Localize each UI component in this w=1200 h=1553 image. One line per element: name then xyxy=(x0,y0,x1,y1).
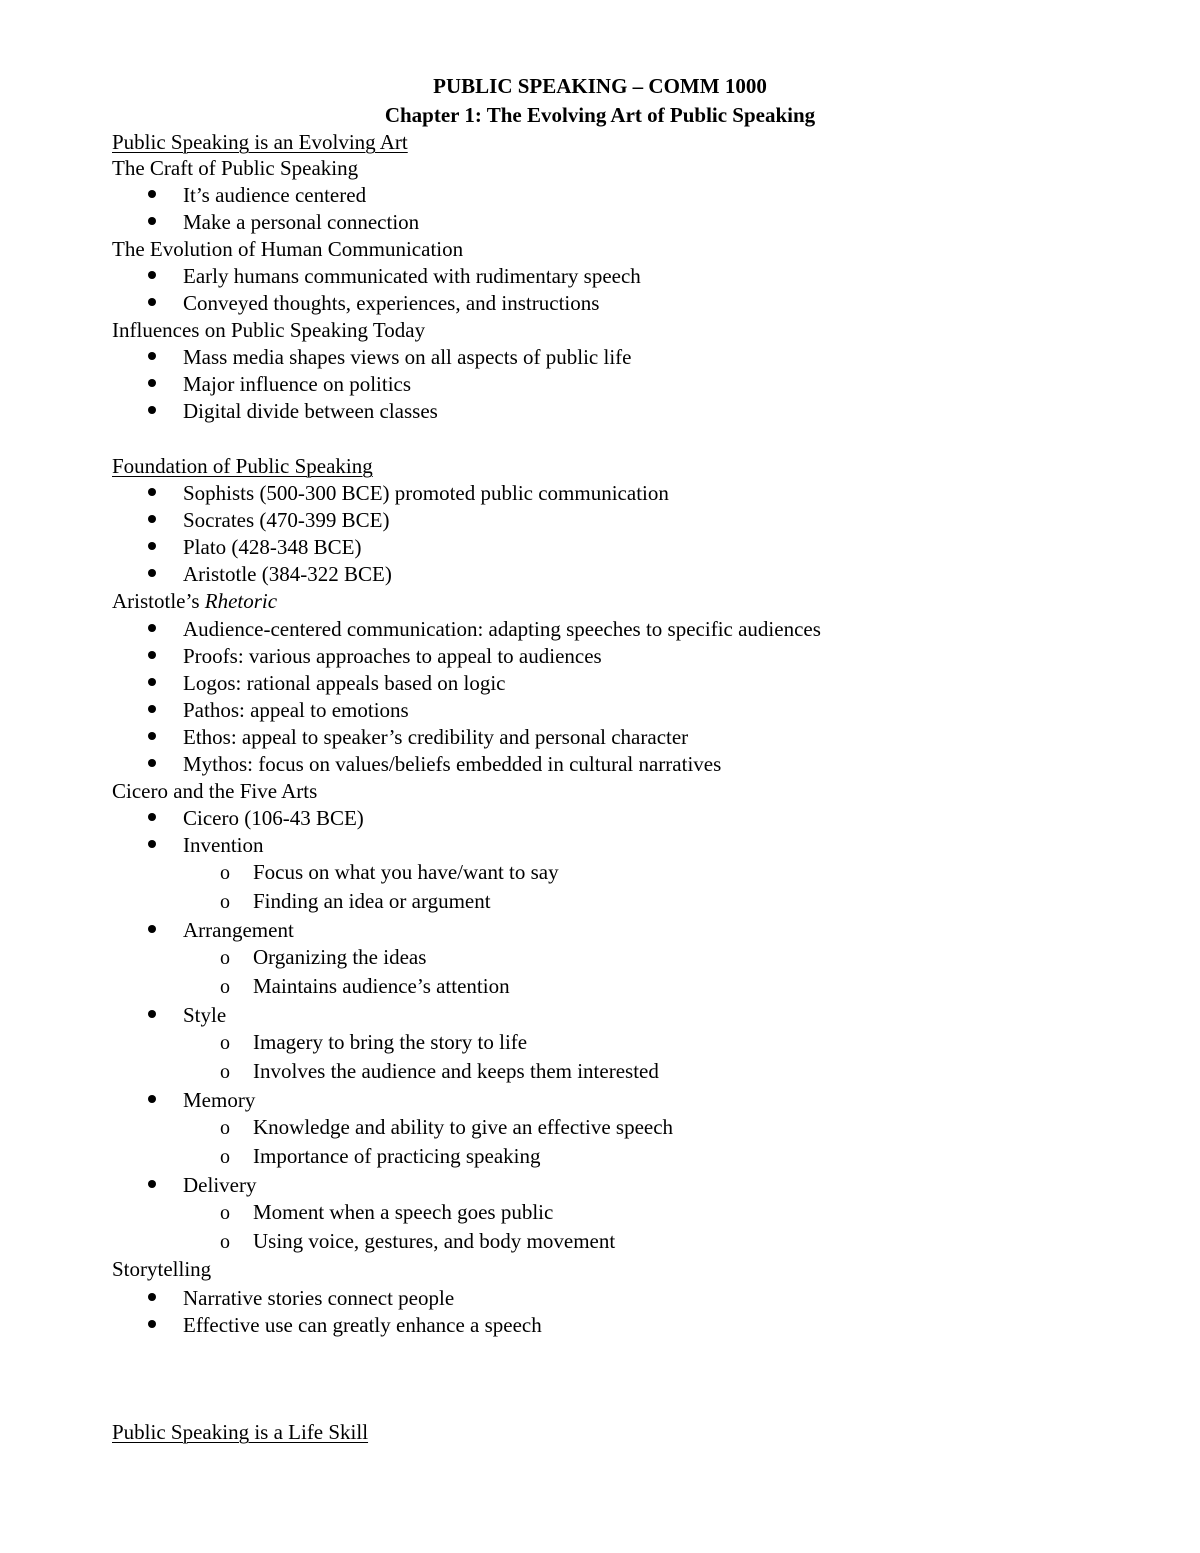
list-item: Cicero (106-43 BCE) xyxy=(183,806,364,830)
bullet-icon xyxy=(148,406,156,414)
list-item: It’s audience centered xyxy=(183,183,367,207)
heading-craft: The Craft of Public Speaking xyxy=(112,156,359,180)
bullet-icon xyxy=(148,1010,156,1018)
bullet-icon xyxy=(148,759,156,767)
list-item: Mass media shapes views on all aspects of public life xyxy=(183,345,632,369)
bullet-icon xyxy=(148,1180,156,1188)
list-item: Audience-centered communication: adapting speeches to specific audiences xyxy=(183,617,821,641)
list-item: Narrative stories connect people xyxy=(183,1286,455,1310)
sub-bullet-icon: o xyxy=(220,1032,230,1054)
bullet-icon xyxy=(148,352,156,360)
heading-cicero: Cicero and the Five Arts xyxy=(112,779,318,803)
list-item: Invention xyxy=(183,833,264,857)
list-item: Mythos: focus on values/beliefs embedded in cultural narratives xyxy=(183,752,722,776)
sub-list-item: Finding an idea or argument xyxy=(253,889,491,913)
bullet-icon xyxy=(148,624,156,632)
document-title: PUBLIC SPEAKING – COMM 1000 xyxy=(433,74,767,98)
bullet-icon xyxy=(148,217,156,225)
sub-list-item: Imagery to bring the story to life xyxy=(253,1030,528,1054)
sub-bullet-icon: o xyxy=(220,976,230,998)
bullet-icon xyxy=(148,1095,156,1103)
bullet-icon xyxy=(148,678,156,686)
sub-bullet-icon: o xyxy=(220,947,230,969)
bullet-icon xyxy=(148,1293,156,1301)
section-heading-foundation: Foundation of Public Speaking xyxy=(112,454,373,478)
sub-bullet-icon: o xyxy=(220,1146,230,1168)
bullet-icon xyxy=(148,705,156,713)
bullet-icon xyxy=(148,190,156,198)
bullet-icon xyxy=(148,298,156,306)
list-item: Sophists (500-300 BCE) promoted public communication xyxy=(183,481,669,505)
chapter-title: Chapter 1: The Evolving Art of Public Speaking xyxy=(384,103,816,127)
sub-bullet-icon: o xyxy=(220,891,230,913)
section-heading-life-skill: Public Speaking is a Life Skill xyxy=(112,1420,369,1444)
sub-list-item: Organizing the ideas xyxy=(253,945,427,969)
bullet-icon xyxy=(148,732,156,740)
bullet-icon xyxy=(148,542,156,550)
list-item: Digital divide between classes xyxy=(183,399,438,423)
sub-bullet-icon: o xyxy=(220,862,230,884)
list-item: Make a personal connection xyxy=(183,210,420,234)
list-item: Ethos: appeal to speaker’s credibility and personal character xyxy=(183,725,689,749)
heading-aristotle-text: Aristotle’s xyxy=(112,589,205,613)
bullet-icon xyxy=(148,840,156,848)
sub-list-item: Knowledge and ability to give an effective speech xyxy=(253,1115,674,1139)
sub-bullet-icon: o xyxy=(220,1061,230,1083)
heading-aristotle-rhetoric xyxy=(112,591,277,612)
list-item: Conveyed thoughts, experiences, and instructions xyxy=(183,291,600,315)
list-item: Effective use can greatly enhance a speech xyxy=(183,1313,542,1337)
sub-list-item: Using voice, gestures, and body movement xyxy=(253,1229,616,1253)
bullet-icon xyxy=(148,569,156,577)
list-item: Major influence on politics xyxy=(183,372,412,396)
sub-list-item: Moment when a speech goes public xyxy=(253,1200,554,1224)
bullet-icon xyxy=(148,925,156,933)
list-item: Plato (428-348 BCE) xyxy=(183,535,362,559)
list-item: Style xyxy=(183,1003,227,1027)
heading-rhetoric-title: Rhetoric xyxy=(204,589,278,613)
sub-list-item: Focus on what you have/want to say xyxy=(253,860,559,884)
heading-evolution: The Evolution of Human Communication xyxy=(112,237,464,261)
bullet-icon xyxy=(148,488,156,496)
list-item: Aristotle (384-322 BCE) xyxy=(183,562,392,586)
bullet-icon xyxy=(148,1320,156,1328)
sub-list-item: Involves the audience and keeps them interested xyxy=(253,1059,659,1083)
list-item: Memory xyxy=(183,1088,256,1112)
sub-list-item: Maintains audience’s attention xyxy=(253,974,510,998)
list-item: Delivery xyxy=(183,1173,257,1197)
list-item: Arrangement xyxy=(183,918,294,942)
bullet-icon xyxy=(148,379,156,387)
sub-bullet-icon: o xyxy=(220,1202,230,1224)
list-item: Proofs: various approaches to appeal to audiences xyxy=(183,644,602,668)
list-item: Logos: rational appeals based on logic xyxy=(183,671,506,695)
heading-storytelling: Storytelling xyxy=(112,1257,212,1281)
section-heading-evolving-art: Public Speaking is an Evolving Art xyxy=(112,130,408,154)
sub-list-item: Importance of practicing speaking xyxy=(253,1144,541,1168)
list-item: Early humans communicated with rudimentary speech xyxy=(183,264,641,288)
list-item: Pathos: appeal to emotions xyxy=(183,698,409,722)
bullet-icon xyxy=(148,813,156,821)
bullet-icon xyxy=(148,515,156,523)
list-item: Socrates (470-399 BCE) xyxy=(183,508,390,532)
bullet-icon xyxy=(148,271,156,279)
sub-bullet-icon: o xyxy=(220,1231,230,1253)
heading-influences: Influences on Public Speaking Today xyxy=(112,318,426,342)
sub-bullet-icon: o xyxy=(220,1117,230,1139)
bullet-icon xyxy=(148,651,156,659)
